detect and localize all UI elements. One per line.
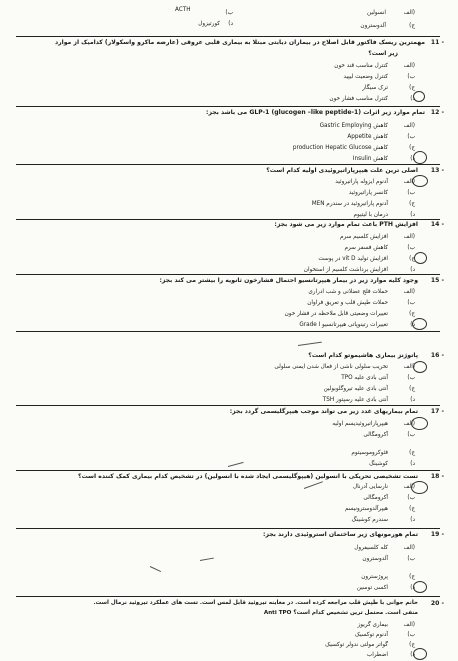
question-16-option-c-text: آنتی بادی علیه تیروگلوبولین	[323, 386, 388, 392]
question-15-option-d-letter: د)	[410, 322, 415, 328]
question-16-option-b-text: آنتی بادی علیه TPO	[341, 375, 388, 381]
question-12-option-a-text: کاهش Gastric Employing	[319, 123, 388, 129]
top-option-a-letter: (الف	[403, 10, 415, 16]
answer-mark-16	[413, 361, 427, 373]
question-15-option-c-text: تغییرات وضعیتی قابل ملاحظه در فشار خون	[284, 311, 388, 317]
question-17-number: 17 -	[430, 408, 444, 415]
question-11-option-b-text: کنترل وضعیت لیپید	[343, 74, 388, 80]
question-16-rule	[16, 331, 440, 332]
question-17-option-d-text: کوشینگ	[369, 461, 388, 467]
question-13-option-d-text: درمان با لیتیوم	[353, 212, 388, 218]
question-13-option-b-letter: ب)	[407, 190, 415, 196]
question-20-option-a-letter: (الف	[403, 622, 415, 628]
question-17-option-c-text: فئوکروموسیتوم	[351, 450, 388, 456]
question-16-option-c-letter: ج)	[409, 386, 415, 392]
question-17-stem: تمام بیماریهای غدد زیر می تواند موجب هیپرگلیسمی گردد بجز:	[229, 408, 418, 415]
answer-mark-17	[411, 417, 428, 430]
question-18-option-c-text: هیپرآلدوسترونیسم	[344, 506, 388, 512]
answer-mark-19	[413, 581, 427, 593]
question-18-option-d-text: سندرم کوشینگ	[351, 517, 388, 523]
handwritten-scribble	[200, 558, 214, 561]
question-13-stem: اصلی ترین علت هیپرپاراتیروئیدی اولیه کدام است؟	[266, 167, 418, 174]
question-15-option-a-text: حملات فلج عضلانی و شب ادراری	[308, 289, 388, 295]
question-16-option-d-letter: د)	[410, 397, 415, 403]
top-option-b-letter: ب)	[225, 10, 233, 16]
question-20-option-b-letter: ب)	[407, 632, 415, 638]
question-18-option-c-letter: ج)	[409, 506, 415, 512]
question-15-rule	[16, 274, 440, 275]
question-19-option-c-text: پروژسترون	[361, 574, 388, 580]
handwritten-scribble	[228, 462, 244, 467]
question-19-number: 19 -	[430, 531, 444, 538]
question-20-stem-line-1: خانم جوانی با طپش قلب مراجعه کرده است. در معاینه تیروئید قابل لمس است. تست های عملکرد تیروئید نرمال است.	[93, 600, 418, 606]
question-12-stem: تمام موارد زیر اثرات GLP-1 (glucogen –like peptide-1) می باشد بجز:	[206, 109, 425, 116]
question-18-option-b-letter: ب)	[407, 495, 415, 501]
question-20-option-c-letter: ج)	[409, 642, 415, 648]
question-18-number: 18 -	[430, 473, 444, 480]
question-11-option-c-letter: ج)	[409, 85, 415, 91]
question-16-option-a-letter: (الف	[403, 364, 415, 370]
question-14-option-d-letter: د)	[410, 267, 415, 273]
question-12-rule	[16, 106, 440, 107]
question-17-option-a-text: هیپرپاراتیروئیدیسم اولیه	[332, 421, 388, 427]
question-12-option-d-text: کاهش Insulin	[352, 156, 388, 162]
question-12-option-d-letter: د)	[410, 156, 415, 162]
question-11-stem-line-1: مهمترین ریسک فاکتور قابل اصلاح در بیماران دیابتی مبتلا به بیماری قلبی عروقی (عارضه ماکرو واسکولار) کدامیک از موارد	[55, 39, 425, 46]
question-12-option-c-text: کاهش production Hepatic Glucose	[292, 145, 388, 151]
question-17-option-a-letter: (الف	[403, 421, 415, 427]
question-15-option-b-text: حملات طپش قلب و تعریق فراوان	[307, 300, 388, 306]
question-19-option-a-letter: (الف	[403, 545, 415, 551]
question-13-number: 13 -	[430, 167, 444, 174]
question-19-option-d-text: اکسی توسین	[356, 585, 388, 591]
question-11-option-a-letter: (الف	[403, 63, 415, 69]
question-18-option-a-text: نارسایی آدرنال	[353, 484, 388, 490]
question-20-option-d-text: اضطراب	[366, 652, 388, 658]
question-17-rule	[16, 405, 440, 406]
question-13-option-c-text: آدنوم پاراتیروئید در سندرم MEN	[311, 201, 388, 207]
question-11-option-a-text: کنترل مناسب قند خون	[334, 63, 388, 69]
question-13-option-b-text: کانسر پاراتیروئید	[348, 190, 388, 196]
question-16-option-a-text: تخریب سلولی ناشی از فعال شدن ایمنی سلولی	[274, 364, 388, 370]
question-19-option-b-text: آلدوسترون	[362, 556, 388, 562]
question-19-option-d-letter: د)	[410, 585, 415, 591]
answer-mark-18	[411, 481, 428, 494]
question-19-option-b-letter: ب)	[407, 556, 415, 562]
question-14-option-b-letter: ب)	[407, 245, 415, 251]
question-14-option-b-text: کاهش فسفر سرم	[344, 245, 388, 251]
top-option-d-text: کورتیزول	[198, 21, 220, 27]
top-option-a-text: انسولین	[367, 10, 386, 16]
answer-mark-15	[412, 318, 427, 330]
top-option-c-letter: ج)	[409, 23, 415, 29]
question-12-option-a-letter: (الف	[403, 123, 415, 129]
question-15-number: 15 -	[430, 277, 444, 284]
question-17-option-b-letter: ب)	[407, 432, 415, 438]
question-12-number: 12 -	[430, 109, 444, 116]
answer-mark-12	[413, 151, 427, 164]
question-19-stem: تمام هورمونهای زیر ساختمان استروئیدی دارند بجز:	[263, 531, 418, 538]
handwritten-scribble	[298, 342, 322, 346]
question-12-option-b-letter: ب)	[407, 134, 415, 140]
handwritten-scribble	[304, 481, 323, 489]
question-16-option-d-text: آنتی بادی علیه رسپتور TSH	[322, 397, 388, 403]
question-20-rule	[16, 596, 440, 597]
question-16-number: 16 -	[430, 352, 444, 359]
question-11-number: 11 -	[430, 39, 444, 46]
question-13-option-a-text: آدنوم ایزوله پاراتیروئید	[335, 179, 388, 185]
question-20-option-d-letter: د)	[410, 652, 415, 658]
question-19-option-a-text: کله کلسیفرول	[354, 545, 388, 551]
answer-mark-14	[414, 252, 427, 264]
question-11-option-d-letter: د)	[410, 96, 415, 102]
question-14-option-a-letter: (الف	[403, 234, 415, 240]
question-14-number: 14 -	[430, 221, 444, 228]
question-18-option-b-text: آکرومگالی	[363, 495, 388, 501]
question-19-rule	[16, 528, 440, 529]
handwritten-scribble	[150, 566, 161, 572]
answer-mark-13	[412, 175, 428, 187]
question-15-option-c-letter: ج)	[409, 311, 415, 317]
answer-mark-20	[413, 648, 427, 660]
question-16-stem: پاتوژنز بیماری هاشیموتو کدام است؟	[308, 352, 418, 359]
question-18-stem: تست تشخیصی تحریکی با انسولین (هیپوگلیسمی ایجاد شده با انسولین) در تشخیص کدام بیماری کمک کننده است؟	[78, 473, 418, 480]
question-15-stem: وجود کلیه موارد زیر در بیمار هیپرتانسیو احتمال فشارخون ثانویه را بیشتر می کند بجز:	[159, 277, 418, 284]
question-14-option-a-text: افزایش کلسیم سرم	[339, 234, 388, 240]
question-13-option-c-letter: ج)	[409, 201, 415, 207]
question-18-option-a-letter: (الف	[403, 484, 415, 490]
question-15-option-a-letter: (الف	[403, 289, 415, 295]
question-16-option-b-letter: ب)	[407, 375, 415, 381]
question-15-option-b-letter: ب)	[407, 300, 415, 306]
question-20-stem-line-2: Anti TPO منفی است. محتمل ترین تشخیص کدام است؟	[263, 610, 418, 616]
question-13-rule	[16, 164, 440, 165]
question-17-option-b-text: آکرومگالی	[363, 432, 388, 438]
question-18-rule	[16, 470, 440, 471]
question-11-stem-line-2: زیر است؟	[368, 50, 398, 57]
question-11-option-d-text: کنترل مناسب فشار خون	[329, 96, 388, 102]
question-11-option-b-letter: ب)	[407, 74, 415, 80]
question-19-option-c-letter: ج)	[409, 574, 415, 580]
question-13-option-a-letter: (الف	[403, 179, 415, 185]
top-option-d-letter: د)	[228, 21, 233, 27]
question-14-option-d-text: افزایش برداشت کلسیم از استخوان	[303, 267, 388, 273]
question-14-option-c-text: افزایش تولید vit D در پوست	[318, 256, 388, 262]
question-20-option-b-text: آدنوم توکسیک	[354, 632, 388, 638]
question-20-option-a-text: بیماری گریوز	[357, 622, 388, 628]
question-20-option-c-text: گواتر مولتی ندولر توکسیک	[325, 642, 388, 648]
question-15-option-d-text: تغییرات رتینوپاتی هیپرتانسیو Grade I	[299, 322, 388, 328]
question-20-number: 20 -	[430, 600, 444, 607]
question-12-option-b-text: کاهش Appetite	[347, 134, 388, 140]
question-14-stem: افزایش PTH باعث تمام موارد زیر می شود بجز:	[274, 221, 418, 228]
question-12-option-c-letter: ج)	[409, 145, 415, 151]
question-13-option-d-letter: د)	[410, 212, 415, 218]
question-14-option-c-letter: ج)	[409, 256, 415, 262]
question-18-option-d-letter: د)	[410, 517, 415, 523]
question-11-rule	[16, 36, 440, 37]
question-17-option-c-letter: ج)	[409, 450, 415, 456]
top-option-c-text: آلدوسترون	[360, 23, 386, 29]
question-17-option-d-letter: د)	[410, 461, 415, 467]
top-option-b-text: ACTH	[175, 7, 191, 13]
question-11-option-c-text: ترک سیگار	[362, 85, 388, 91]
answer-mark-11	[413, 91, 425, 102]
